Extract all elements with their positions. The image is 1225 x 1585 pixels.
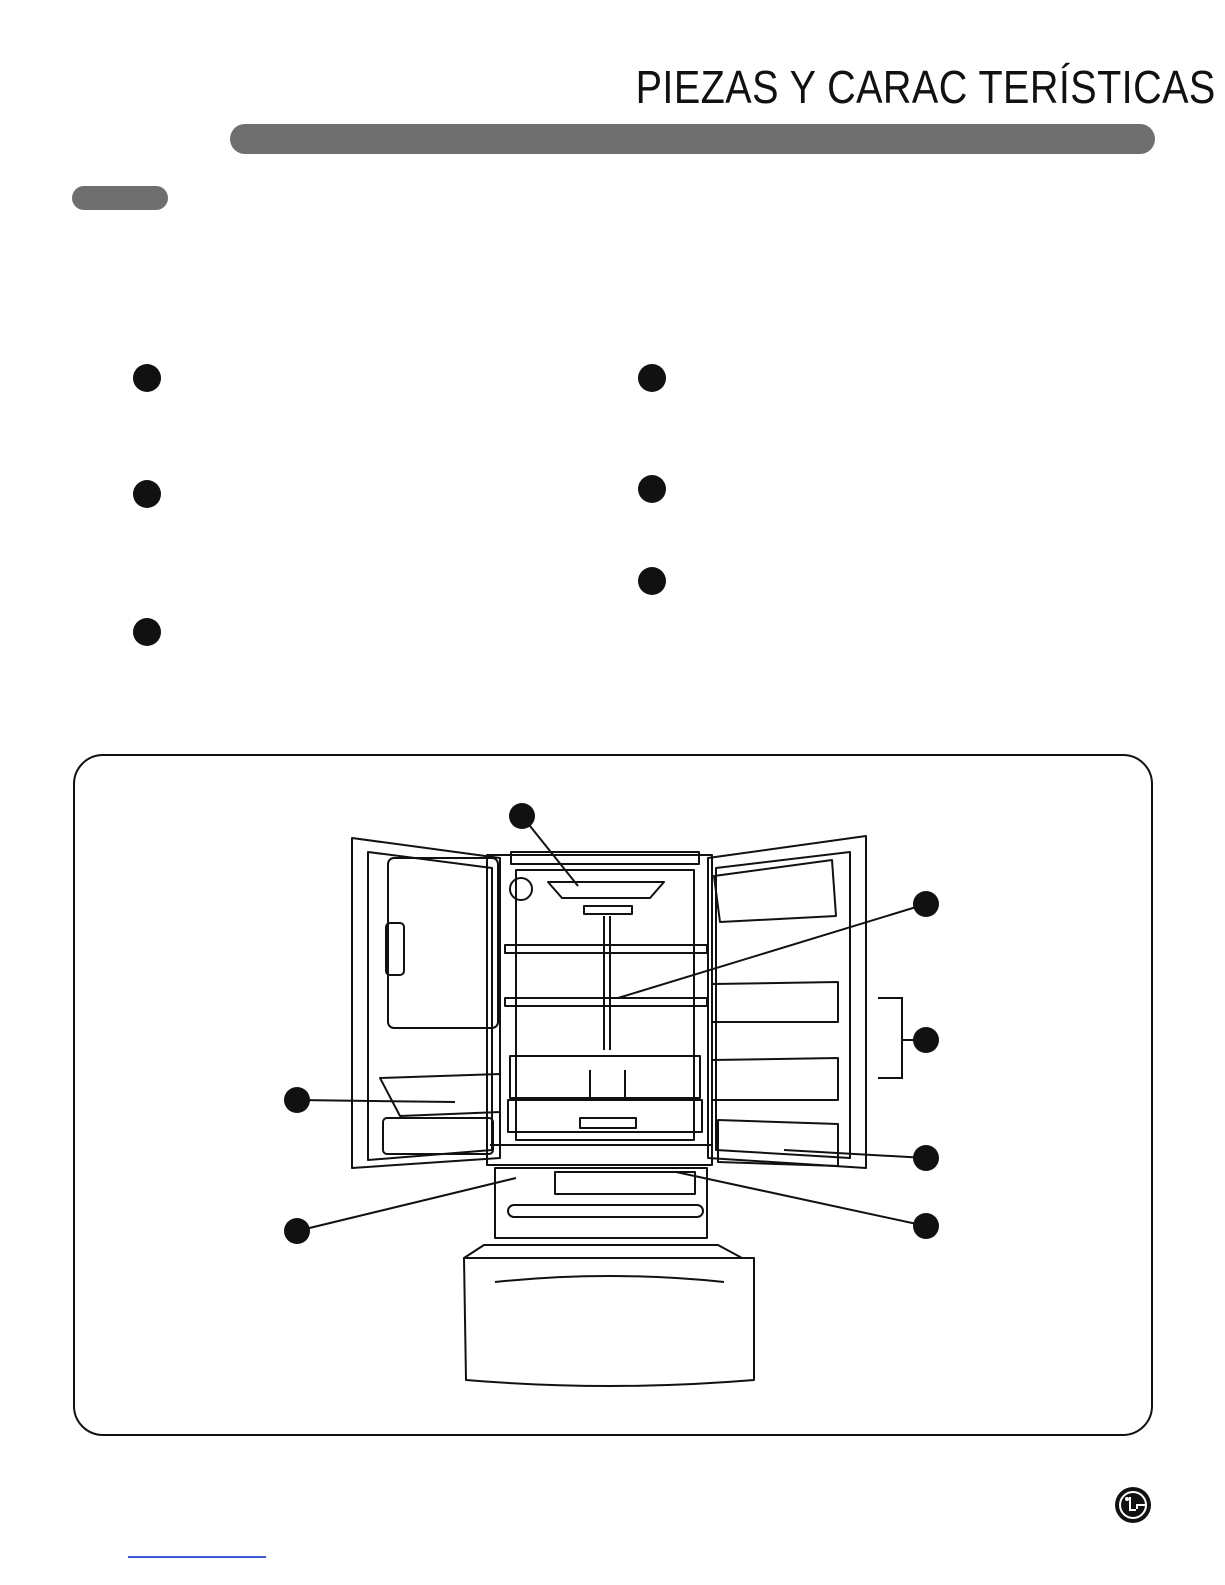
freezer-drawer-top	[464, 1245, 742, 1258]
left-door-bin	[380, 1074, 500, 1116]
page-link-underline[interactable]	[128, 1556, 266, 1558]
cabinet-top-trim	[511, 852, 699, 864]
freezer-drawer	[464, 1258, 754, 1386]
ice-tray	[555, 1172, 695, 1194]
crisper-top	[510, 1056, 700, 1098]
callout-marker-door-bin-bottom	[913, 1145, 939, 1171]
right-door-bin-1	[714, 860, 836, 922]
right-door	[708, 836, 866, 1168]
control-panel	[584, 906, 632, 914]
water-filter	[510, 878, 532, 900]
callout-marker-shelf	[913, 891, 939, 917]
light-cover	[548, 882, 664, 898]
callout-marker-top	[509, 803, 535, 829]
callout-marker-ice-tray	[913, 1213, 939, 1239]
callout-marker-ice-compartment	[284, 1218, 310, 1244]
shelf-2	[505, 998, 707, 1006]
lg-logo-icon	[1114, 1486, 1152, 1524]
callout-marker-door-bins	[913, 1027, 939, 1053]
freezer-handle	[495, 1276, 724, 1282]
page-title: PIEZAS Y CARAC TERÍSTICAS	[635, 61, 1216, 113]
right-door-bin-2	[712, 982, 838, 1022]
callout-marker-left-bin	[284, 1087, 310, 1113]
shelf-1	[505, 945, 707, 953]
right-door-bin-3	[712, 1058, 838, 1100]
ice-compartment	[495, 1168, 707, 1238]
